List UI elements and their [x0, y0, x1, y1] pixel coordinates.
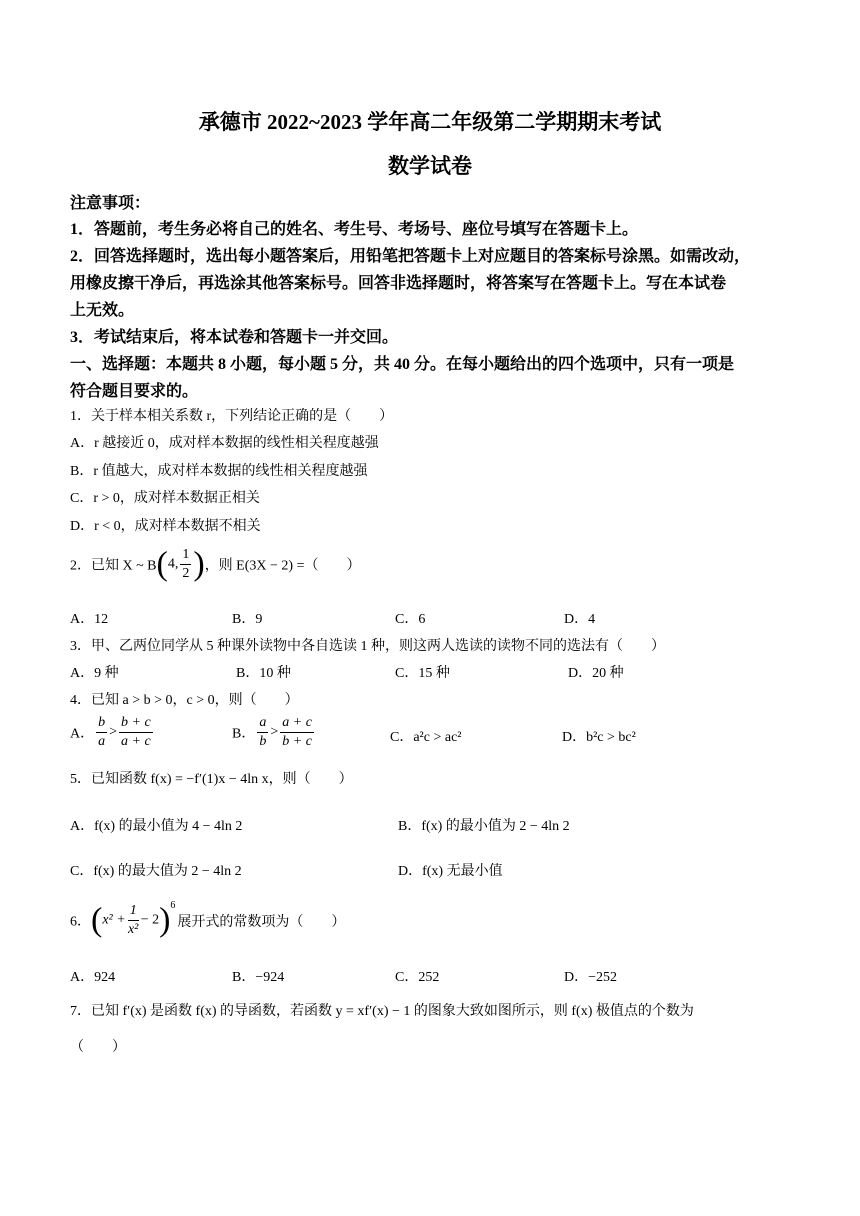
q4-option-a: [70, 714, 155, 751]
paren-right: ): [193, 545, 205, 583]
q2-stem-pre: 2．已知 X ~ B: [70, 558, 157, 574]
section-heading: 一、选择题：本题共 8 小题，每小题 5 分，共 40 分。在每小题给出的四个选项中，只有一项是: [70, 356, 735, 373]
q1-option-c: C．r > 0，成对样本数据正相关: [70, 491, 260, 506]
page-subtitle: 数学试卷: [388, 154, 472, 178]
q2-frac-den: 2: [182, 566, 190, 581]
q2-stem-post: ，则 E(3X − 2) =（ ）: [204, 558, 361, 574]
q2-option-d: D．4: [564, 612, 596, 627]
q2-option-c: C．6: [395, 612, 426, 627]
q4-b-gt: >: [270, 724, 279, 740]
q2-frac-num: 1: [180, 546, 191, 565]
q6-num: 6．: [70, 914, 91, 930]
q4-stem: 4．已知 a > b > 0，c > 0，则（ ）: [70, 693, 299, 708]
q7-stem-cont: （ ）: [70, 1040, 126, 1055]
q6-option-a: A．924: [70, 970, 116, 985]
q4-a-gt: >: [109, 724, 118, 740]
q4-b-frac1-num: a: [257, 714, 268, 733]
q4-b-frac2-num: a + c: [280, 714, 314, 733]
q6-option-b: B．−924: [232, 970, 285, 985]
q1-option-d: D．r < 0，成对样本数据不相关: [70, 519, 261, 534]
q6-fraction: [128, 902, 139, 939]
q4-b-frac1: [257, 714, 268, 751]
q3-option-a: A．9 种: [70, 666, 119, 681]
q4-option-c: C．a²c > ac²: [390, 730, 462, 745]
q6-x2: x² +: [102, 912, 126, 928]
q2-fraction: [180, 546, 191, 583]
q5-option-c: C．f(x) 的最大值为 2 − 4ln 2: [70, 864, 242, 879]
q4-a-frac1: [96, 714, 107, 751]
q3-stem: 3．甲、乙两位同学从 5 种课外读物中各自选读 1 种，则这两人选读的读物不同的选法有（ ）: [70, 639, 665, 654]
notice-item-2: 2．回答选择题时，选出每小题答案后，用铅笔把答题卡上对应题目的答案标号涂黑。如需改动，: [70, 248, 751, 265]
q4-b-frac2: [280, 714, 314, 751]
q4-b-label: B．: [232, 726, 256, 742]
q4-a-frac2-num: b + c: [119, 714, 153, 733]
page-title: 承德市 2022~2023 学年高二年级第二学期期末考试: [198, 110, 662, 134]
q3-option-b: B．10 种: [236, 666, 291, 681]
q5-option-a: A．f(x) 的最小值为 4 − 4ln 2: [70, 819, 243, 834]
q4-a-frac1-num: b: [96, 714, 107, 733]
q4-a-frac2-den: a + c: [121, 734, 151, 749]
q6-exponent: 6: [170, 900, 176, 911]
q2-option-b: B．9: [232, 612, 263, 627]
notice-item-2-end: 上无效。: [70, 302, 135, 319]
q6-stem-post: 展开式的常数项为（ ）: [177, 914, 346, 930]
notice-item-3: 3．考试结束后，将本试卷和答题卡一并交回。: [70, 329, 399, 346]
q4-a-label: A．: [70, 726, 95, 742]
notice-heading: 注意事项：: [70, 195, 151, 212]
q7-stem: 7．已知 f′(x) 是函数 f(x) 的导函数，若函数 y = xf′(x) − 1 的图象大致如图所示，则 f(x) 极值点的个数为: [70, 1004, 694, 1019]
q6-minus2: − 2: [140, 912, 160, 928]
q4-b-frac2-den: b + c: [282, 734, 312, 749]
q4-option-b: [232, 714, 316, 751]
notice-item-1: 1．答题前，考生务必将自己的姓名、考生号、考场号、座位号填写在答题卡上。: [70, 221, 639, 238]
paren-left: (: [91, 901, 103, 939]
paren-right: ): [159, 901, 171, 939]
q5-option-b: B．f(x) 的最小值为 2 − 4ln 2: [398, 819, 570, 834]
q1-stem: 1．关于样本相关系数 r，下列结论正确的是（ ）: [70, 409, 394, 424]
q1-option-b: B．r 值越大，成对样本数据的线性相关程度越强: [70, 464, 368, 479]
q6-option-d: D．−252: [564, 970, 618, 985]
q1-option-a: A．r 越接近 0，成对样本数据的线性相关程度越强: [70, 436, 379, 451]
q4-a-frac1-den: a: [98, 734, 106, 749]
q3-option-d: D．20 种: [568, 666, 624, 681]
q5-option-d: D．f(x) 无最小值: [398, 864, 503, 879]
q2-args: 4,: [167, 556, 179, 572]
q4-a-frac2: [119, 714, 153, 751]
q4-b-frac1-den: b: [259, 734, 267, 749]
q2-stem: [70, 546, 360, 583]
q6-frac-den: x²: [127, 922, 139, 937]
notice-item-2-cont: 用橡皮擦干净后，再选涂其他答案标号。回答非选择题时，将答案写在答题卡上。写在本试卷: [70, 275, 727, 292]
q6-stem: [70, 902, 345, 939]
q3-option-c: C．15 种: [395, 666, 450, 681]
q6-frac-num: 1: [128, 902, 139, 921]
paren-left: (: [156, 545, 168, 583]
q4-option-d: D．b²c > bc²: [562, 730, 636, 745]
q2-option-a: A．12: [70, 612, 109, 627]
q5-stem: 5．已知函数 f(x) = −f′(1)x − 4ln x，则（ ）: [70, 772, 353, 787]
section-heading-cont: 符合题目要求的。: [70, 383, 199, 400]
q6-option-c: C．252: [395, 970, 440, 985]
